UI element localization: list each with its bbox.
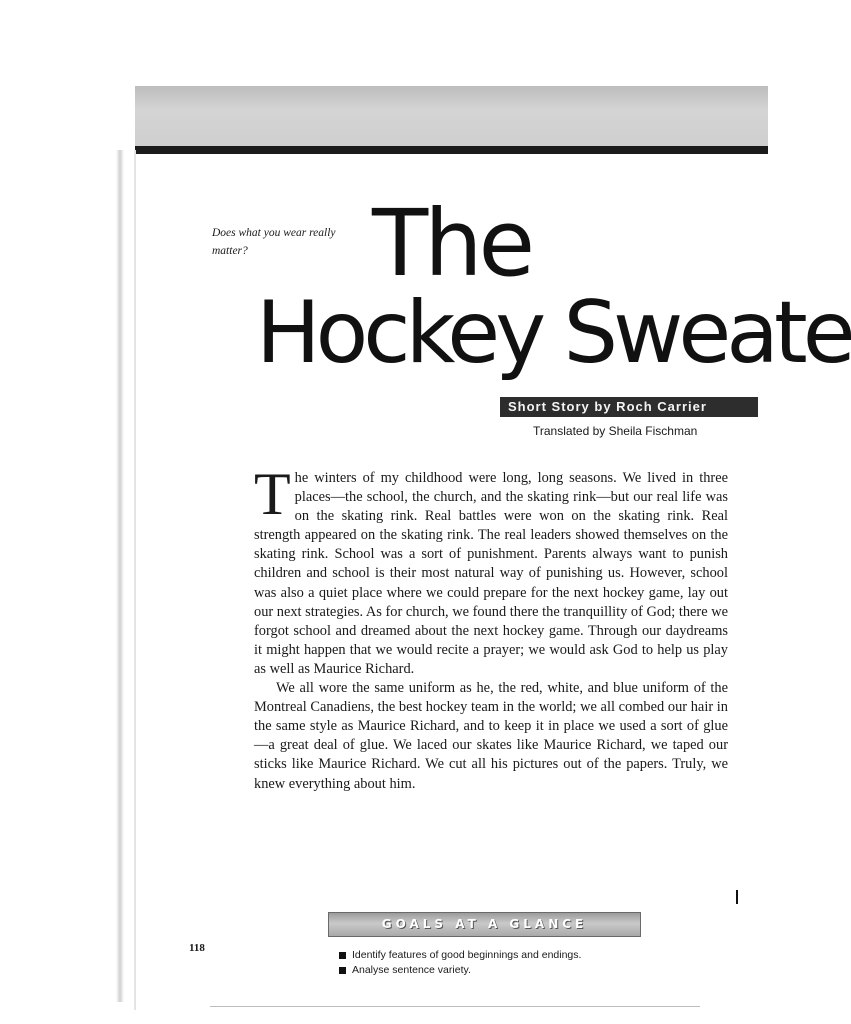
translator-credit: Translated by Sheila Fischman — [533, 424, 698, 438]
story-paragraph-1 — [254, 461, 728, 679]
goals-heading: GOALS AT A GLANCE — [328, 912, 641, 937]
goal-item-text: Identify features of good beginnings and endings. — [352, 949, 582, 961]
bullet-icon — [339, 952, 346, 959]
title-line-2: Hockey Sweate — [256, 283, 851, 383]
goal-item — [339, 948, 581, 963]
page-binding-edge — [116, 150, 124, 1002]
drop-cap: T — [254, 461, 291, 527]
page-number: 118 — [189, 942, 205, 954]
goal-item — [339, 963, 581, 978]
title-line-1: The — [372, 190, 532, 297]
page-margin-line — [134, 150, 136, 1010]
story-paragraph-2: We all wore the same uniform as he, the red, white, and blue uniform of the Montreal Canadiens, the best hockey team in the world; we all combed our hair in the same style as Maurice Richard, and to keep it in place we used a sort of glue—a great deal of glue. We laced our skates like Maurice Richard, we taped our sticks like Maurice Richard. We cut all his pictures out of the papers. Truly, we knew everything about him. — [254, 680, 728, 792]
header-band — [135, 86, 768, 146]
goals-list — [339, 948, 581, 978]
story-body — [254, 461, 728, 794]
story-paragraph-1-text: he winters of my childhood were long, long seasons. We lived in three places—the school, the church, and the skating rink—but our real life was on the skating rink. Real battles were won on the skating rink. Real strength appeared on the skating rink. The real leaders showed themselves on the skating rink. School was a sort of punishment. Parents always want to punish children and school is their most natural way of punishing us. However, school was also a quiet place where we could prepare for the next hockey game, lay out our next strategies. As for church, we found there the tranquillity of God; there we forgot school and dreamed about the next hockey game. Through our daydreams it might happen that we would recite a prayer; we would ask God to help us play as well as Maurice Richard. — [254, 470, 728, 677]
margin-mark — [736, 890, 738, 904]
goal-item-text: Analyse sentence variety. — [352, 964, 471, 976]
bullet-icon — [339, 967, 346, 974]
intro-question: Does what you wear really matter? — [212, 227, 336, 257]
header-rule — [135, 146, 768, 154]
byline-banner: Short Story by Roch Carrier — [500, 397, 758, 417]
bottom-rule — [210, 1006, 700, 1007]
